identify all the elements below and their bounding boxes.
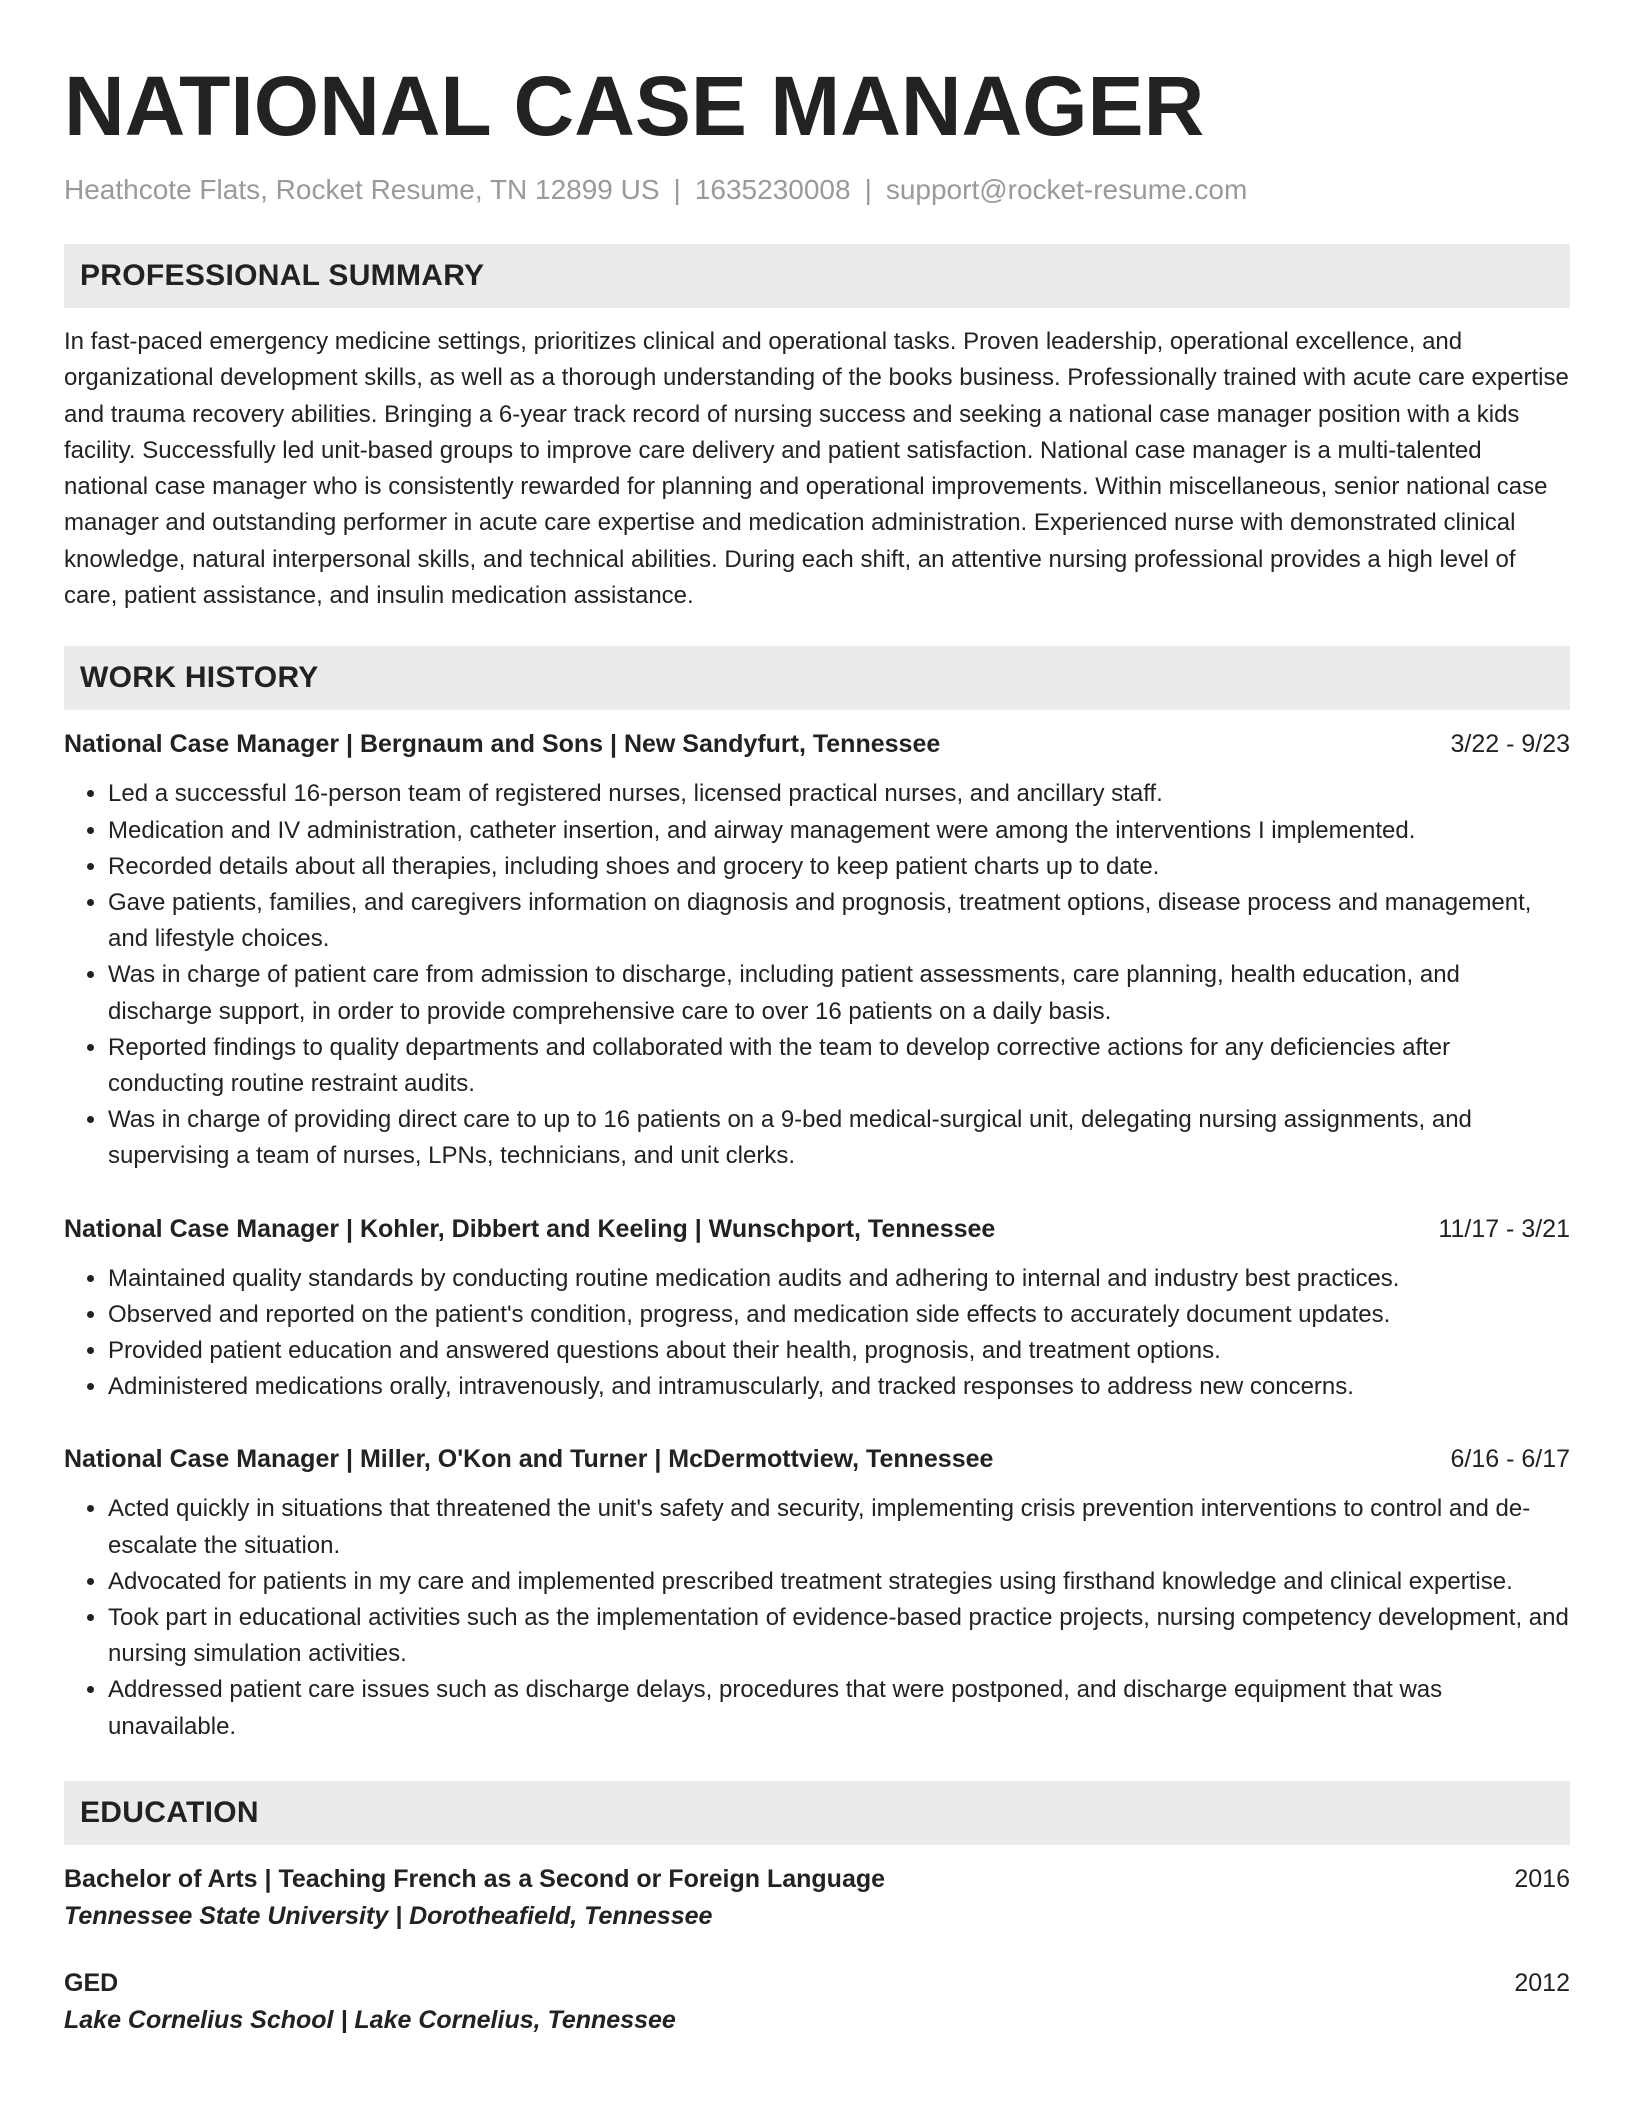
job-title: National Case Manager | Bergnaum and Sons | New Sandyfurt, Tennessee [64,730,941,759]
job-bullets [64,776,1570,1174]
job-bullet: • Acted quickly in situations that threatened the unit's safety and security, implementing crisis prevention interventions to control and de-escalate the situation. [108,1491,1570,1563]
work-history-list [64,726,1570,1744]
job-bullet: • Gave patients, families, and caregivers information on diagnosis and prognosis, treatment options, disease process and management, and lifestyle choices. [108,885,1570,957]
job-bullet: • Advocated for patients in my care and implemented prescribed treatment strategies using firsthand knowledge and clinical expertise. [108,1564,1570,1600]
job-bullet: • Medication and IV administration, catheter insertion, and airway management were among the interventions I implemented. [108,813,1570,849]
job-title: National Case Manager | Miller, O'Kon and Turner | McDermottview, Tennessee [64,1445,994,1474]
job-dates: 6/16 - 6/17 [1450,1445,1570,1474]
education-year: 2016 [1514,1864,1570,1893]
education-school: Tennessee State University | Dorotheafield, Tennessee [64,1901,713,1930]
job-bullet: • Addressed patient care issues such as discharge delays, procedures that were postponed, and discharge equipment that was unavailable. [108,1672,1570,1744]
job-bullet: • Took part in educational activities such as the implementation of evidence-based practice projects, nursing competency development, and nursing simulation activities. [108,1600,1570,1672]
section-header-education: EDUCATION [64,1781,1570,1845]
job-bullets [64,1491,1570,1744]
education-year: 2012 [1514,1968,1570,1997]
job-title: National Case Manager | Kohler, Dibbert and Keeling | Wunschport, Tennessee [64,1214,996,1243]
job-dates: 11/17 - 3/21 [1438,1214,1570,1243]
job-bullet: • Recorded details about all therapies, including shoes and grocery to keep patient charts up to date. [108,849,1570,885]
job-dates: 3/22 - 9/23 [1450,730,1570,759]
job-bullet: • Reported findings to quality departments and collaborated with the team to develop corrective actions for any deficiencies after conducting routine restraint audits. [108,1030,1570,1102]
job-bullet: • Was in charge of providing direct care to up to 16 patients on a 9-bed medical-surgical unit, delegating nursing assignments, and supervising a team of nurses, LPNs, technicians, and unit clerks. [108,1102,1570,1174]
candidate-name: NATIONAL CASE MANAGER [64,59,1205,153]
job-entry [64,726,1570,1174]
education-header [64,1965,1570,2001]
job-header [64,1441,1570,1477]
job-bullet: • Administered medications orally, intravenously, and intramuscularly, and tracked responses to address new concerns. [108,1369,1570,1405]
education-degree: GED [64,1968,119,1997]
section-header-summary: PROFESSIONAL SUMMARY [64,244,1570,308]
contact-separator: | [673,174,681,205]
contact-line [64,172,1570,208]
job-entry [64,1441,1570,1744]
education-school: Lake Cornelius School | Lake Cornelius, Tennessee [64,2005,676,2034]
contact-phone: 1635230008 [694,174,851,205]
contact-separator: | [864,174,872,205]
job-bullet: • Maintained quality standards by conducting routine medication audits and adhering to internal and industry best practices. [108,1261,1570,1297]
education-entry [64,1965,1570,2039]
job-header [64,726,1570,762]
job-bullets [64,1261,1570,1406]
job-bullet: • Provided patient education and answered questions about their health, prognosis, and treatment options. [108,1333,1570,1369]
education-degree: Bachelor of Arts | Teaching French as a Second or Foreign Language [64,1864,886,1893]
section-header-work-history: WORK HISTORY [64,646,1570,710]
contact-address: Heathcote Flats, Rocket Resume, TN 12899 US [64,174,660,205]
education-entry [64,1861,1570,1935]
job-header [64,1211,1570,1247]
summary-text: In fast-paced emergency medicine settings, prioritizes clinical and operational tasks. Proven leadership, operational excellence, and organizational development skills, as well as a thorough understanding of the books business. Professionally trained with acute care expertise and trauma recovery abilities. Bringing a 6-year track record of nursing success and seeking a national case manager position with a kids facility. Successfully led unit-based groups to improve care delivery and patient satisfaction. National case manager is a multi-talented national case manager who is consistently rewarded for planning and operational improvements. Within miscellaneous, senior national case manager and outstanding performer in acute care expertise and medication administration. Experienced nurse with demonstrated clinical knowledge, natural interpersonal skills, and technical abilities. During each shift, an attentive nursing professional provides a high level of care, patient assistance, and insulin medication assistance. [64,328,1569,610]
job-bullet: • Observed and reported on the patient's condition, progress, and medication side effects to accurately document updates. [108,1297,1570,1333]
job-bullet: • Led a successful 16-person team of registered nurses, licensed practical nurses, and ancillary staff. [108,776,1570,812]
education-header [64,1861,1570,1897]
job-entry [64,1211,1570,1406]
job-bullet: • Was in charge of patient care from admission to discharge, including patient assessments, care planning, health education, and discharge support, in order to provide comprehensive care to over 16 patients on a daily basis. [108,957,1570,1029]
contact-email: support@rocket-resume.com [885,174,1248,205]
